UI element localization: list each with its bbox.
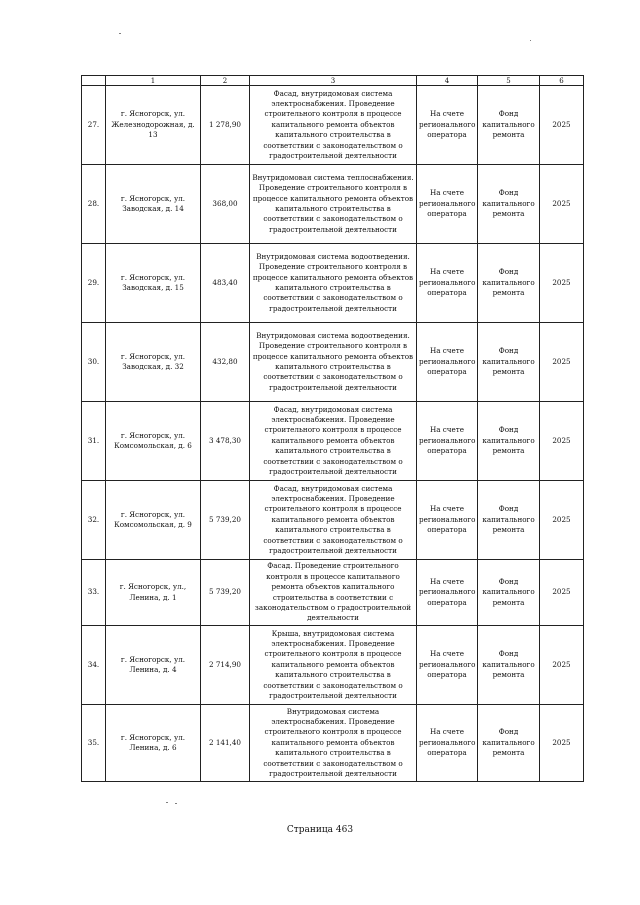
row-number: 32. [82,481,106,560]
year-cell: 2025 [540,165,584,244]
year-cell: 2025 [540,323,584,402]
work-description-cell: Внутридомовая система водоотведения. Проведение строительного контроля в процессе капитального ремонта объектов капитального строительства в соответствии с законодательством о градостроительной деятельности [250,244,417,323]
cost-cell: 1 278,90 [201,86,250,165]
fund-cell: Фонд капитального ремонта [478,402,540,481]
cost-cell: 368,00 [201,165,250,244]
cost-cell: 5 739,20 [201,560,250,626]
address-cell: г. Ясногорск, ул. Комсомольская, д. 6 [106,402,201,481]
row-number: 33. [82,560,106,626]
fund-cell: Фонд капитального ремонта [478,86,540,165]
page-number: Страница 463 [286,825,354,835]
column-number-2: 2 [201,76,250,86]
work-description-cell: Внутридомовая система электроснабжения. Проведение строительного контроля в процессе капитального ремонта объектов капитального строительства в соответствии с законодательством о градостроительной деятельности [250,705,417,782]
address-cell: г. Ясногорск, ул. Железнодорожная, д. 13 [106,86,201,165]
column-number-3: 3 [250,76,417,86]
address-cell: г. Ясногорск, ул. Заводская, д. 15 [106,244,201,323]
year-cell: 2025 [540,481,584,560]
account-cell: На счете регионального оператора [417,402,478,481]
cost-cell: 2 141,40 [201,705,250,782]
work-description-cell: Внутридомовая система теплоснабжения. Проведение строительного контроля в процессе капитального ремонта объектов капитального строительства в соответствии с законодательством о градостроительной деятельности [250,165,417,244]
row-number: 31. [82,402,106,481]
cost-cell: 5 739,20 [201,481,250,560]
column-number-6: 6 [540,76,584,86]
table-row [82,86,584,165]
work-description-cell: Фасад, внутридомовая система электроснабжения. Проведение строительного контроля в процессе капитального ремонта объектов капитального строительства в соответствии с законодательством о градостроительной деятельности [250,86,417,165]
scan-speck [175,803,177,804]
scan-speck [166,802,168,803]
cost-cell: 483,40 [201,244,250,323]
year-cell: 2025 [540,705,584,782]
fund-cell: Фонд капитального ремонта [478,165,540,244]
account-cell: На счете регионального оператора [417,244,478,323]
fund-cell: Фонд капитального ремонта [478,244,540,323]
year-cell: 2025 [540,86,584,165]
row-number: 35. [82,705,106,782]
cost-cell: 2 714,90 [201,626,250,705]
table-row [82,323,584,402]
fund-cell: Фонд капитального ремонта [478,705,540,782]
table-row [82,244,584,323]
year-cell: 2025 [540,626,584,705]
year-cell: 2025 [540,560,584,626]
fund-cell: Фонд капитального ремонта [478,481,540,560]
work-description-cell: Внутридомовая система водоотведения. Проведение строительного контроля в процессе капитального ремонта объектов капитального строительства в соответствии с законодательством о градостроительной деятельности [250,323,417,402]
table-row [82,402,584,481]
scan-speck [119,33,121,34]
column-number-4: 4 [417,76,478,86]
column-number-row [82,76,584,86]
cost-cell: 3 478,30 [201,402,250,481]
work-description-cell: Фасад, внутридомовая система электроснабжения. Проведение строительного контроля в процессе капитального ремонта объектов капитального строительства в соответствии с законодательством о градостроительной деятельности [250,402,417,481]
column-number-1: 1 [106,76,201,86]
work-description-cell: Фасад. Проведение строительного контроля в процессе капитального ремонта объектов капитального строительства в соответствии с законодательством о градостроительной деятельности [250,560,417,626]
repair-program-table [81,75,584,782]
year-cell: 2025 [540,402,584,481]
cost-cell: 432,80 [201,323,250,402]
address-cell: г. Ясногорск, ул. Заводская, д. 32 [106,323,201,402]
column-number-5: 5 [478,76,540,86]
header-spacer-cell [82,76,106,86]
table-row [82,705,584,782]
row-number: 28. [82,165,106,244]
account-cell: На счете регионального оператора [417,481,478,560]
row-number: 29. [82,244,106,323]
address-cell: г. Ясногорск, ул., Ленина, д. 1 [106,560,201,626]
account-cell: На счете регионального оператора [417,626,478,705]
account-cell: На счете регионального оператора [417,705,478,782]
work-description-cell: Крыша, внутридомовая система электроснабжения. Проведение строительного контроля в процессе капитального ремонта объектов капитального строительства в соответствии с законодательством о градостроительной деятельности [250,626,417,705]
row-number: 30. [82,323,106,402]
work-description-cell: Фасад, внутридомовая система электроснабжения. Проведение строительного контроля в процессе капитального ремонта объектов капитального строительства в соответствии с законодательством о градостроительной деятельности [250,481,417,560]
account-cell: На счете регионального оператора [417,165,478,244]
address-cell: г. Ясногорск, ул. Ленина, д. 4 [106,626,201,705]
scan-speck [530,40,531,41]
year-cell: 2025 [540,244,584,323]
account-cell: На счете регионального оператора [417,323,478,402]
row-number: 34. [82,626,106,705]
table-row [82,626,584,705]
address-cell: г. Ясногорск, ул. Комсомольская, д. 9 [106,481,201,560]
account-cell: На счете регионального оператора [417,86,478,165]
table-row [82,560,584,626]
account-cell: На счете регионального оператора [417,560,478,626]
table-row [82,165,584,244]
row-number: 27. [82,86,106,165]
fund-cell: Фонд капитального ремонта [478,626,540,705]
address-cell: г. Ясногорск, ул. Ленина, д. 6 [106,705,201,782]
fund-cell: Фонд капитального ремонта [478,323,540,402]
fund-cell: Фонд капитального ремонта [478,560,540,626]
table-row [82,481,584,560]
address-cell: г. Ясногорск, ул. Заводская, д. 14 [106,165,201,244]
